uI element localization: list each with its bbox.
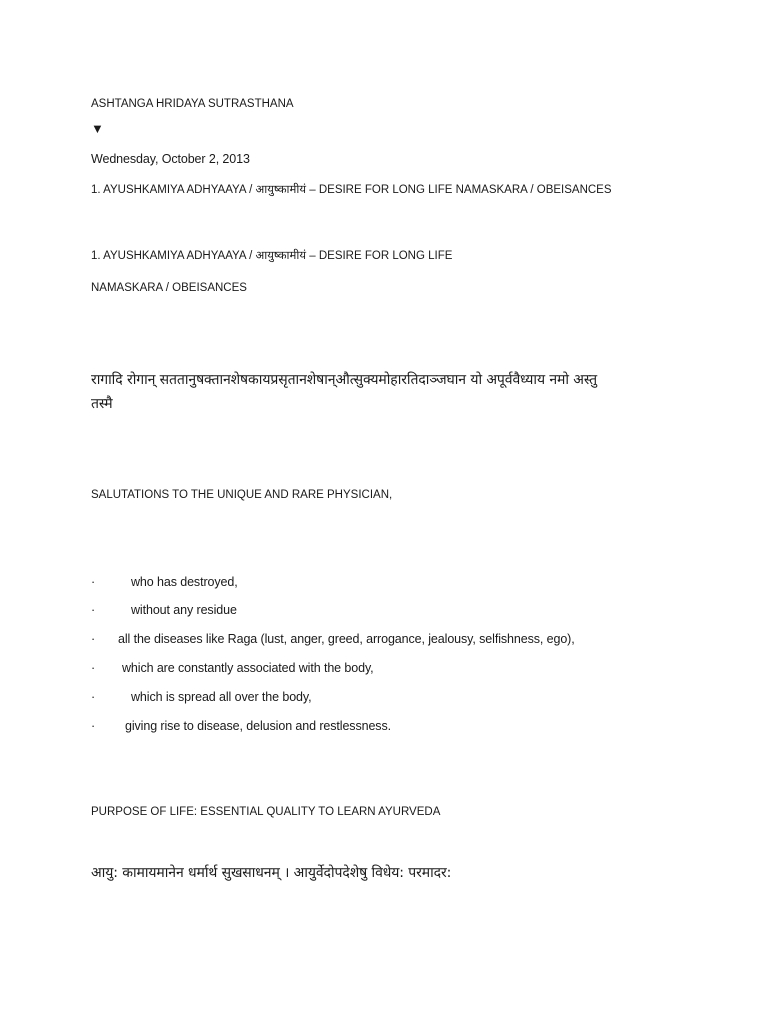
list-item: which is spread all over the body, xyxy=(131,690,312,704)
bullet-dot: · xyxy=(91,603,96,617)
namaskara-heading: NAMASKARA / OBEISANCES xyxy=(91,282,247,294)
list-item: giving rise to disease, delusion and restlessness. xyxy=(125,719,391,733)
salutations-heading: SALUTATIONS TO THE UNIQUE AND RARE PHYSICIAN, xyxy=(91,489,393,501)
chapter-heading: 1. AYUSHKAMIYA ADHYAAYA / आयुष्कामीयं – DESIRE FOR LONG LIFE xyxy=(91,250,453,262)
list-item: all the diseases like Raga (lust, anger, greed, arrogance, jealousy, selfishness, ego), xyxy=(118,632,575,646)
bullet-dot: · xyxy=(91,575,96,589)
document-heading: ASHTANGA HRIDAYA SUTRASTHANA xyxy=(91,98,294,110)
bullet-dot: · xyxy=(91,632,96,646)
sanskrit-verse-2: आयु: कामायमानेन धर्मार्थ सुखसाधनम् । आयुर्वेदोपदेशेषु विधेय: परमादर: xyxy=(91,865,452,881)
post-title[interactable]: 1. AYUSHKAMIYA ADHYAAYA / आयुष्कामीयं – DESIRE FOR LONG LIFE NAMASKARA / OBEISANCES xyxy=(91,184,612,196)
bullet-dot: · xyxy=(91,661,96,675)
bullet-dot: · xyxy=(91,690,96,704)
sanskrit-verse-line-1: रागादि रोगान् सततानुषक्तानशेषकायप्रसृतानशेषान्औत्सुक्यमोहारतिदाञ्जघान यो अपूर्ववैध्याय नमो अस्तु xyxy=(91,372,598,388)
expand-triangle-icon[interactable]: ▼ xyxy=(91,121,104,136)
purpose-heading: PURPOSE OF LIFE: ESSENTIAL QUALITY TO LEARN AYURVEDA xyxy=(91,806,441,818)
sanskrit-verse-line-2: तस्मै xyxy=(91,396,113,412)
list-item: without any residue xyxy=(131,603,237,617)
list-item: which are constantly associated with the body, xyxy=(122,661,374,675)
post-date: Wednesday, October 2, 2013 xyxy=(91,152,250,166)
bullet-dot: · xyxy=(91,719,96,733)
list-item: who has destroyed, xyxy=(131,575,238,589)
